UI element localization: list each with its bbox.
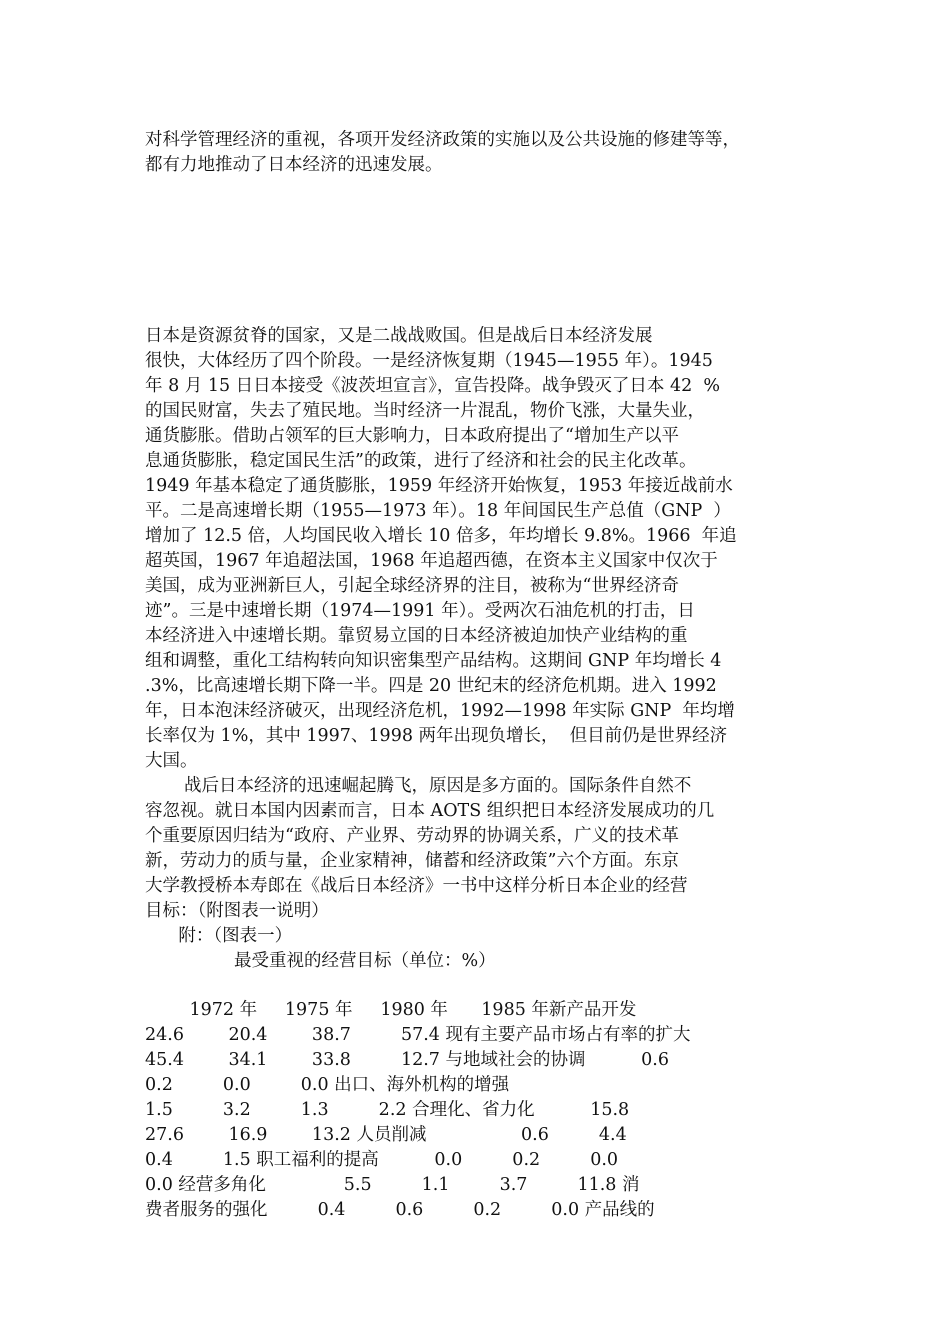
- body-line: 日本是资源贫脊的国家，又是二战战败国。但是战后日本经济发展: [145, 326, 653, 346]
- table-line: 45.4 34.1 33.8 12.7 与地域社会的协调 0.6: [145, 1050, 669, 1070]
- table-line: 1972 年 1975 年 1980 年 1985 年新产品开发: [145, 1000, 637, 1020]
- table-line: 0.0 经营多角化 5.5 1.1 3.7 11.8 消: [145, 1175, 640, 1195]
- body-line: 的国民财富，失去了殖民地。当时经济一片混乱，物价飞涨，大量失业，: [145, 401, 705, 421]
- body-line: 增加了 12.5 倍，人均国民收入增长 10 倍多，年均增长 9.8%。1966 年追: [145, 526, 737, 546]
- body-line: 很快，大体经历了四个阶段。一是经济恢复期（1945—1955 年）。1945: [145, 351, 713, 371]
- table-line: 0.4 1.5 职工福利的提高 0.0 0.2 0.0: [145, 1150, 619, 1170]
- body-line: 1949 年基本稳定了通货膨胀，1959 年经济开始恢复，1953 年接近战前水: [145, 476, 733, 496]
- body-line: 大学教授桥本寿郎在《战后日本经济》一书中这样分析日本企业的经营: [145, 876, 688, 896]
- body-line: 组和调整，重化工结构转向知识密集型产品结构。这期间 GNP 年均增长 4: [145, 651, 722, 671]
- intro-line: 对科学管理经济的重视，各项开发经济政策的实施以及公共设施的修建等等，: [145, 130, 740, 150]
- body-line: 新，劳动力的质与量，企业家精神，储蓄和经济政策”六个方面。东京: [145, 851, 679, 871]
- table-title: 最受重视的经营目标（单位：%）: [145, 951, 496, 971]
- body-line: 大国。: [145, 751, 198, 771]
- body-line: 平。二是高速增长期（1955—1973 年）。18 年间国民生产总值（GNP ）: [145, 501, 731, 521]
- figure-ref: 附：（图表一）: [145, 926, 293, 946]
- table-line: 费者服务的强化 0.4 0.6 0.2 0.0 产品线的: [145, 1200, 655, 1220]
- body-line: 个重要原因归结为“政府、产业界、劳动界的协调关系，广义的技术革: [145, 826, 679, 846]
- body-line: 年，日本泡沫经济破灭，出现经济危机，1992—1998 年实际 GNP 年均增: [145, 701, 735, 721]
- body-line: 迹”。三是中速增长期（1974—1991 年）。受两次石油危机的打击，日: [145, 601, 695, 621]
- table-line: 24.6 20.4 38.7 57.4 现有主要产品市场占有率的扩大: [145, 1025, 691, 1045]
- body-line: 超英国，1967 年追超法国，1968 年追超西德，在资本主义国家中仅次于: [145, 551, 718, 571]
- body-line: 战后日本经济的迅速崛起腾飞，原因是多方面的。国际条件自然不: [145, 776, 692, 796]
- body-line: 年 8 月 15 日日本接受《波茨坦宣言》，宣告投降。战争毁灭了日本 42 %: [145, 376, 720, 396]
- body-line: 息通货膨胀，稳定国民生活”的政策，进行了经济和社会的民主化改革。: [145, 451, 697, 471]
- body-line: .3%，比高速增长期下降一半。四是 20 世纪末的经济危机期。进入 1992: [145, 676, 717, 696]
- body-line: 美国，成为亚洲新巨人，引起全球经济界的注目，被称为“世界经济奇: [145, 576, 679, 596]
- table-line: 27.6 16.9 13.2 人员削减 0.6 4.4: [145, 1125, 627, 1145]
- body-line: 本经济进入中速增长期。靠贸易立国的日本经济被迫加快产业结构的重: [145, 626, 688, 646]
- body-line: 长率仅为 1%，其中 1997、1998 两年出现负增长， 但目前仍是世界经济: [145, 726, 728, 746]
- intro-line: 都有力地推动了日本经济的迅速发展。: [145, 155, 443, 175]
- body-line: 目标：（附图表一说明）: [145, 901, 329, 921]
- body-line: 容忽视。就日本国内因素而言，日本 AOTS 组织把日本经济发展成功的几: [145, 801, 715, 821]
- table-line: 1.5 3.2 1.3 2.2 合理化、省力化 15.8: [145, 1100, 630, 1120]
- body-line: 通货膨胀。借助占领军的巨大影响力，日本政府提出了“增加生产以平: [145, 426, 679, 446]
- table-line: 0.2 0.0 0.0 出口、海外机构的增强: [145, 1075, 510, 1095]
